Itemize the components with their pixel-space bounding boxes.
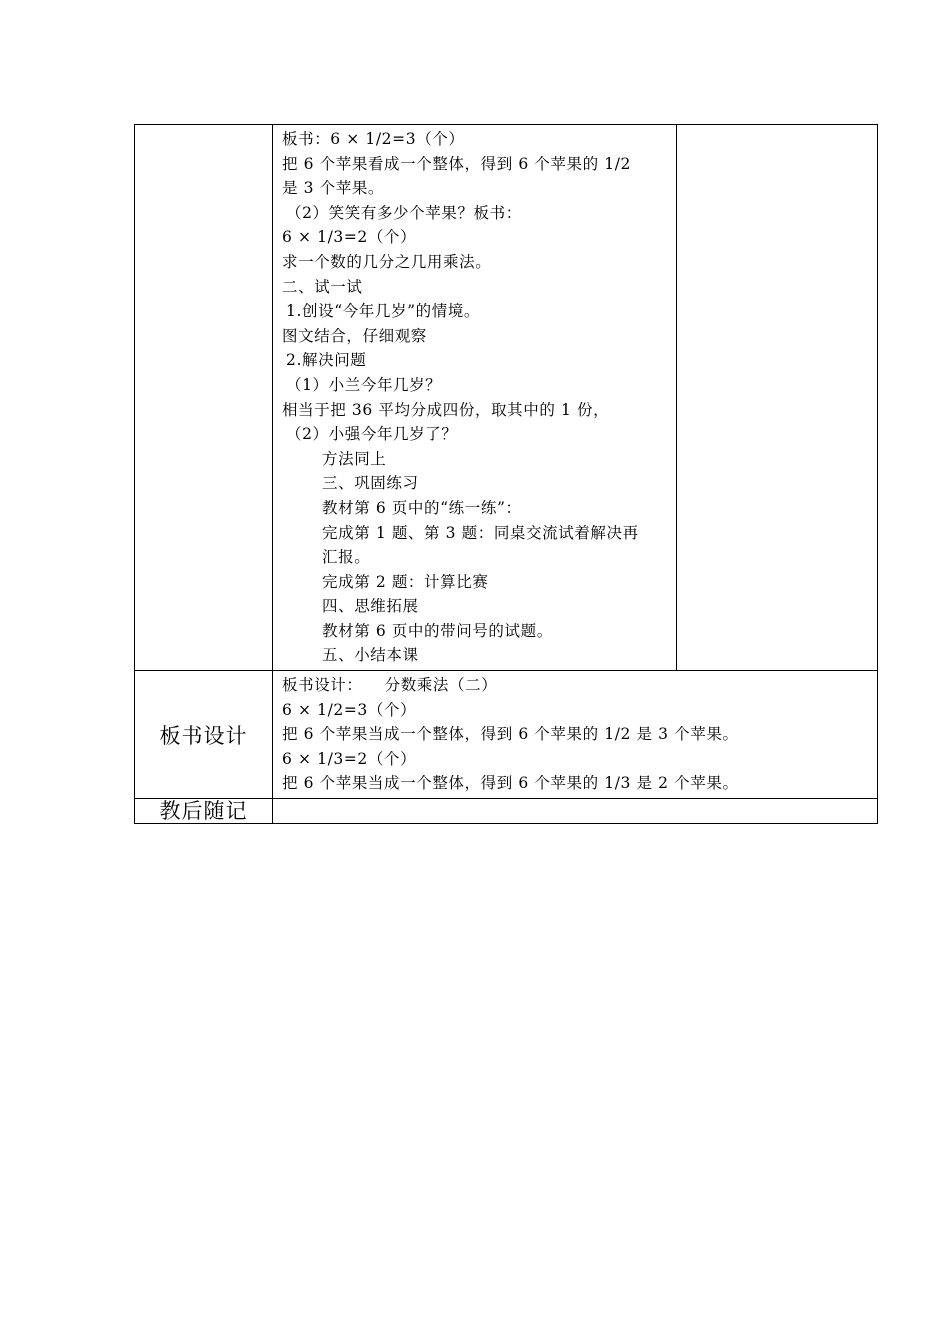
notes-row	[135, 799, 878, 824]
process-line: （2）小强今年几岁了？	[286, 425, 458, 444]
process-line: 四、思维拓展	[322, 597, 419, 616]
process-line: 教材第 6 页中的带问号的试题。	[322, 621, 553, 640]
board-design-line: 6 × 1/2=3（个）	[282, 700, 417, 719]
process-line: 图文结合，仔细观察	[282, 326, 427, 345]
process-line: 教材第 6 页中的“练一练”：	[322, 498, 522, 517]
process-row	[135, 125, 878, 671]
process-line: 三、巩固练习	[322, 474, 419, 493]
board-design-line: 6 × 1/3=2（个）	[282, 749, 417, 768]
process-line: 完成第 1 题、第 3 题：同桌交流试着解决再	[322, 523, 639, 542]
process-line: 二、试一试	[282, 277, 363, 296]
process-line: 完成第 2 题：计算比赛	[322, 572, 489, 591]
process-line: 方法同上	[322, 449, 387, 468]
process-line: 汇报。	[322, 548, 371, 567]
board-design-label: 板书设计	[135, 671, 273, 799]
board-design-line: 板书设计： 分数乘法（二）	[282, 676, 498, 695]
lesson-plan-table	[134, 124, 878, 824]
process-label-cell	[135, 125, 273, 671]
process-content-cell	[273, 125, 677, 671]
board-design-line: 把 6 个苹果当成一个整体，得到 6 个苹果的 1/2 是 3 个苹果。	[282, 725, 739, 744]
process-line: 相当于把 36 平均分成四份，取其中的 1 份，	[282, 400, 610, 419]
process-line: （2）笑笑有多少个苹果？板书：	[286, 203, 522, 222]
process-line: 6 × 1/3=2（个）	[282, 228, 417, 247]
board-design-row	[135, 671, 878, 799]
board-design-line: 把 6 个苹果当成一个整体，得到 6 个苹果的 1/3 是 2 个苹果。	[282, 774, 739, 793]
notes-content-cell	[273, 799, 878, 824]
board-design-content-cell	[273, 671, 878, 799]
process-line: （1）小兰今年几岁？	[286, 375, 442, 394]
process-line: 把 6 个苹果看成一个整体，得到 6 个苹果的 1/2	[282, 154, 632, 173]
process-line: 1.创设“今年几岁”的情境。	[286, 302, 481, 321]
process-line: 五、小结本课	[322, 646, 419, 665]
process-line: 2.解决问题	[286, 351, 367, 370]
process-line: 是 3 个苹果。	[282, 179, 385, 198]
process-line: 求一个数的几分之几用乘法。	[282, 252, 492, 271]
process-notes-cell	[677, 125, 878, 671]
process-line: 板书：6 × 1/2=3（个）	[282, 130, 465, 148]
notes-label: 教后随记	[135, 799, 273, 824]
